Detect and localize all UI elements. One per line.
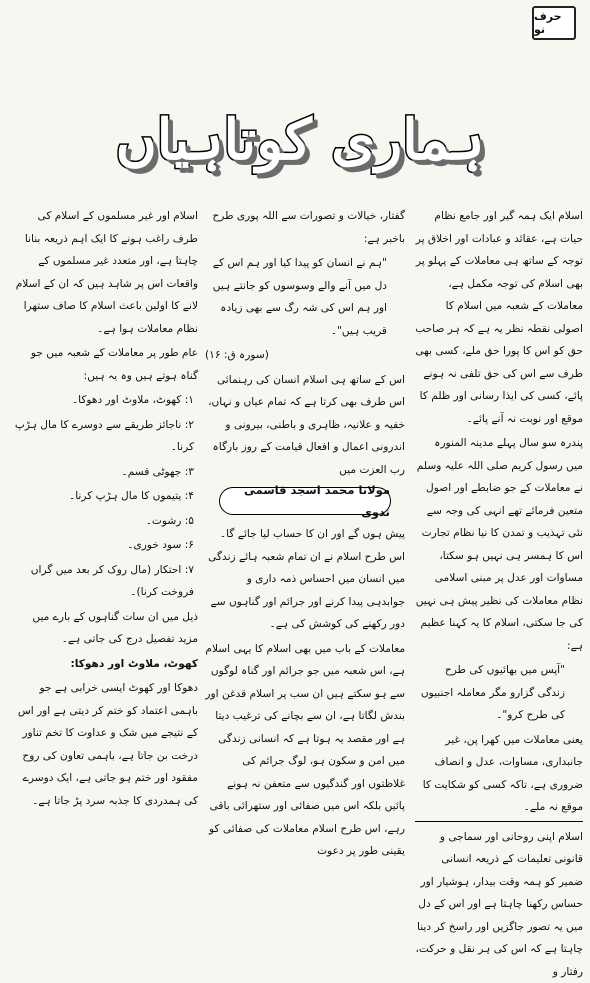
stamp-text: حرف نو [534,10,574,36]
quran-quote: "ہم نے انسان کو پیدا کیا اور ہم اس کے دل میں آنے والے وسوسوں کو جانتے ہیں اور ہم اس کی شہ رگ سے بھی زیادہ قریب ہیں"۔ [205,252,405,342]
author-byline [219,487,391,515]
list-item: ۲: ناجائز طریقے سے دوسرے کا مال ہڑپ کرنا۔ [10,414,198,459]
column-middle [205,205,405,781]
list-item: ۳: جھوٹی قسم۔ [10,461,198,484]
section-subheading: کھوٹ، ملاوٹ اور دھوکا: [10,653,198,676]
list-item: ۶: سود خوری۔ [10,534,198,557]
paragraph: پندرہ سو سال پہلے مدینہ المنورہ میں رسول کریم صلی اللہ علیہ وسلم نے معاملات کے جو ضابطے اور اصول متعین فرمائے تھے انہی کی وجہ سے نئی تہذیب و تمدن کا نیا نظام تجارت اس کا ہمسر ہی نہیں ہو سکتا، مساوات اور عدل پر مبنی اسلامی نظام معاملات کی نظیر پیش ہی نہیں کی جا سکتی، اسلام کا یہ کہنا عظیم ہے: [415,432,583,657]
paragraph: یعنی معاملات میں کھرا پن، غیر جانبداری، مساوات، عدل و انصاف ضروری ہے، تاکہ کسی کو شکایت کا موقع نہ ملے۔ [415,729,583,819]
paragraph: اسلام اور غیر مسلموں کے اسلام کی طرف راغب ہونے کا ایک اہم ذریعہ بنانا چاہتا ہے، اور متعدد غیر مسلموں کے واقعات اس پر شاہد ہیں کہ ان کے اسلام لانے کا اولین باعث اسلام کا صاف ستھرا نظام معاملات ہوا ہے۔ [10,205,198,340]
column-left [10,205,198,781]
paragraph: اسلام اپنی روحانی اور سماجی و قانونی تعلیمات کے ذریعہ انسانی ضمیر کو ہمہ وقت بیدار، ہوشیار اور حساس رکھنا چاہتا ہے اور اس کے دل میں یہ تصور جاگزیں اور راسخ کر دینا چاہتا ہے کہ اس کی ہر نقل و حرکت، رفتار و [415,821,583,983]
list-item: ۵: رشوت۔ [10,510,198,533]
list-item: ۱: کھوٹ، ملاوٹ اور دھوکا۔ [10,389,198,412]
paragraph: اسلام ایک ہمہ گیر اور جامع نظام حیات ہے، عقائد و عبادات اور اخلاق پر توجہ کے ساتھ ہی معاملات کے پہلو پر بھی اسلام کی توجہ مکمل ہے، معاملات کے شعبہ میں اسلام کا اصولی نقطہ نظر یہ ہے کہ ہر صاحب حق کو اس کا پورا حق ملے، کسی بھی طرف سے اس کی حق تلفی نہ ہونے پائے، کسی کی ایذا رسانی اور ظلم کا موقع اور نوبت نہ آنے پائے۔ [415,205,583,430]
article-headline [120,100,480,180]
paragraph: معاملات کے باب میں بھی اسلام کا یہی اسلام ہے، اس شعبہ میں جو جرائم اور گناہ لوگوں سے ہو سکتے ہیں ان سب پر اسلام قدغن اور بندش لگاتا ہے، ان سے بچانے کی ترغیب دیتا ہے اور مقصد یہ ہوتا ہے کہ انسانی زندگی میں امن و سکون ہو، لوگ جرائم کی غلاظتوں اور گندگیوں سے متعفن نہ ہونے پائیں بلکہ اس میں صفائی اور ستھرائی باقی رہے، اس طرح اسلام معاملات کی صفائی کو یقینی طور پر دعوت [205,638,405,863]
paragraph: عام طور پر معاملات کے شعبہ میں جو گناہ ہوتے ہیں وہ یہ ہیں: [10,342,198,387]
paragraph: اس کے ساتھ ہی اسلام انسان کی رہنمائی اس طرف بھی کرتا ہے کہ تمام عیاں و نہاں، خفیہ و علانیہ، ظاہری و باطنی، بیرونی و اندرونی اعمال و افعال قیامت کے روز بارگاہ رب العزت میں [205,369,405,482]
author-name: مولانا محمد اسجد قاسمی ندوی [220,479,390,524]
list-item: ۷: احتکار (مال روک کر بعد میں گراں فروخت کرنا)۔ [10,559,198,604]
section-stamp [532,6,576,40]
paragraph: ذیل میں ان سات گناہوں کے بارے میں مزید تفصیل درج کی جاتی ہے۔ [10,606,198,651]
headline-text: ہماری کوتاہیاں [116,107,485,173]
quote-reference: (سورہ ق: ۱۶) [205,344,405,367]
quoted-saying: "آپس میں بھائیوں کی طرح زندگی گزارو مگر معاملہ اجنبیوں کی طرح کرو"۔ [415,659,583,727]
list-item: ۴: یتیموں کا مال ہڑپ کرنا۔ [10,485,198,508]
column-right [415,205,583,781]
paragraph: گفتار، خیالات و تصورات سے اللہ پوری طرح باخبر ہے: [205,205,405,250]
paragraph: پیش ہوں گے اور ان کا حساب لیا جائے گا۔ اس طرح اسلام نے ان تمام شعبہ ہائے زندگی میں انسان میں احساس ذمہ داری و جوابدہی پیدا کرنے اور جرائم اور گناہوں سے دور رکھنے کی کوشش کی ہے۔ [205,523,405,636]
paragraph: دھوکا اور کھوٹ ایسی خرابی ہے جو باہمی اعتماد کو ختم کر دیتی ہے اور اس کے نتیجے میں شک و عداوت کا تخم تناور درخت بن جاتا ہے، باہمی تعاون کی روح مفقود اور ختم ہو جاتی ہے، ایک دوسرے کی ہمدردی کا جذبہ سرد پڑ جاتا ہے۔ [10,677,198,812]
